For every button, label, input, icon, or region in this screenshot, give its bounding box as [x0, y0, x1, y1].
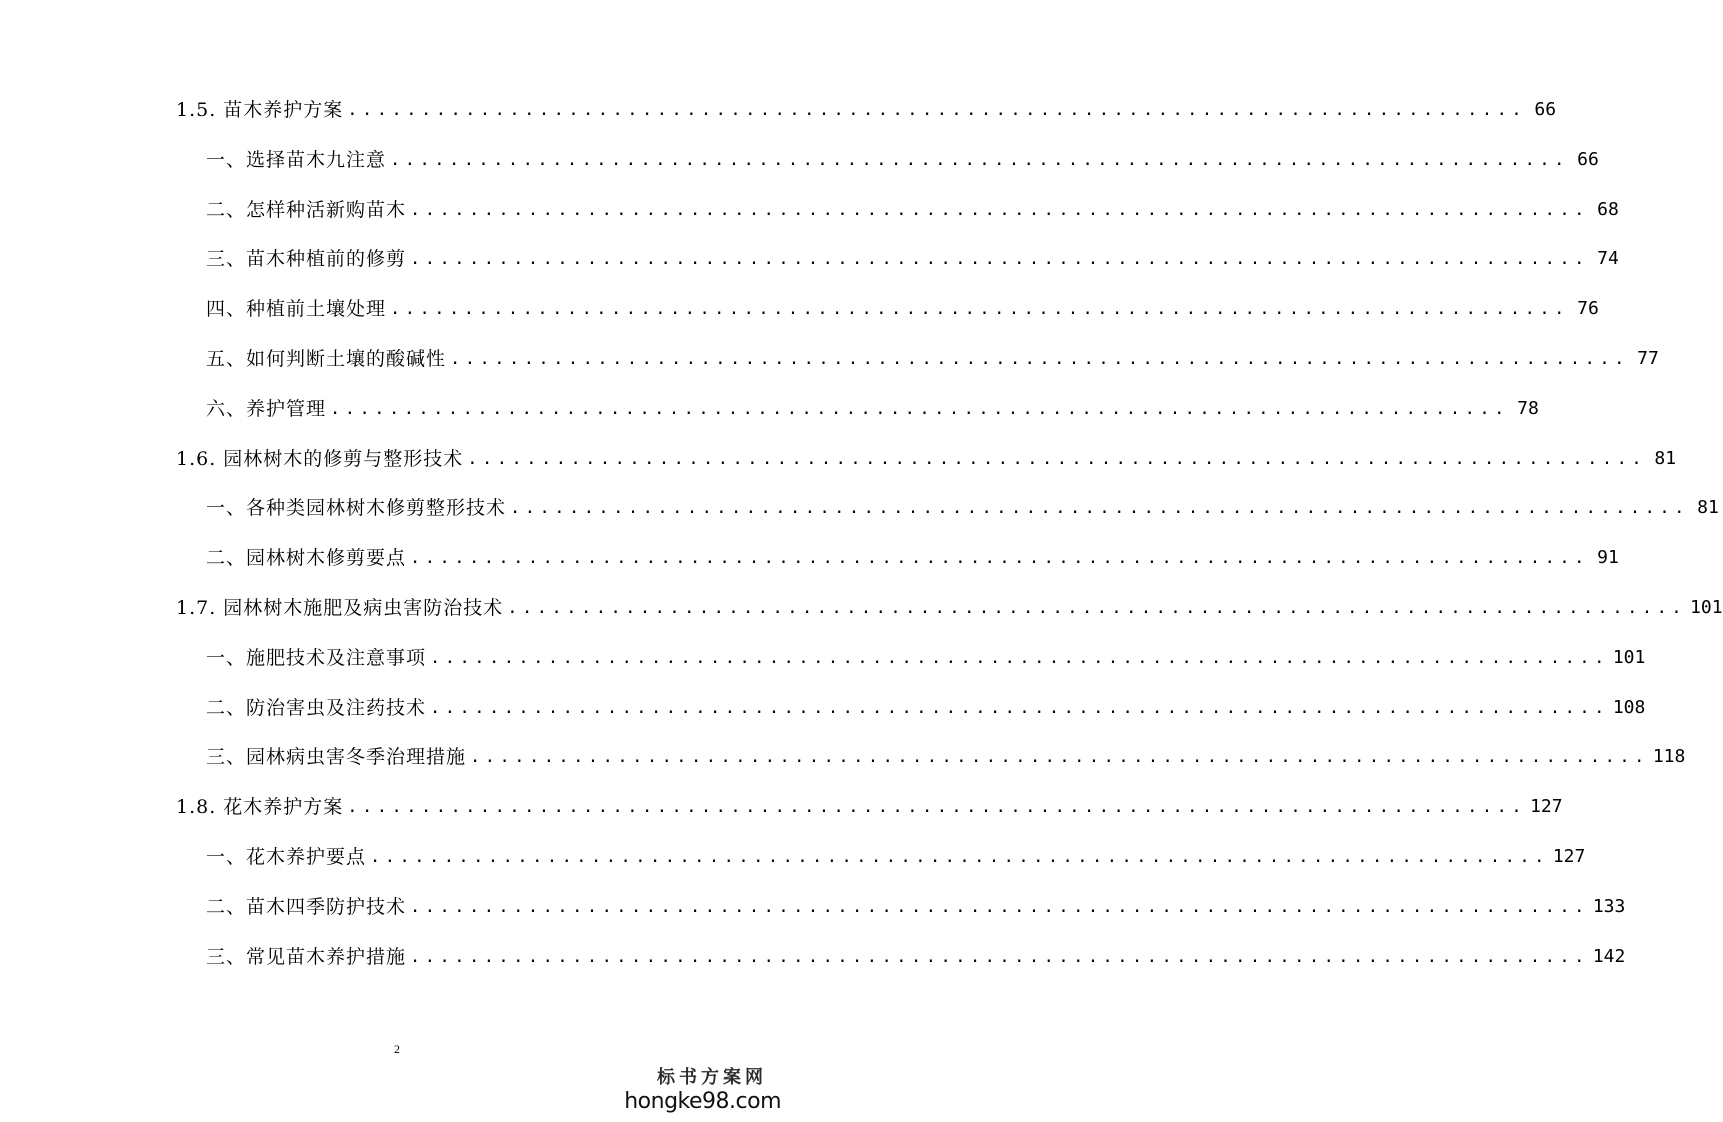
toc-subsection-entry: [206, 394, 1539, 424]
toc-entry-title: 一、花木养护要点: [206, 846, 367, 868]
toc-entry-page: 133: [1592, 896, 1626, 917]
toc-dot-leader: ................................................................................: [347, 100, 1527, 120]
toc-dot-leader: ................................................................................: [370, 847, 1549, 867]
toc-subsection-entry: [206, 145, 1599, 175]
toc-entry-page: 78: [1517, 398, 1539, 419]
toc-dot-leader: ................................................................................: [410, 897, 1589, 917]
toc-subsection-entry: [206, 942, 1626, 972]
toc-dot-leader: ................................................................................: [410, 200, 1589, 220]
toc-entry-page: 91: [1597, 547, 1619, 568]
toc-entry-page: 127: [1552, 846, 1586, 867]
toc-entry-page: 127: [1530, 796, 1563, 817]
toc-entry-title: 一、施肥技术及注意事项: [206, 647, 427, 669]
toc-dot-leader: ................................................................................: [510, 498, 1689, 518]
toc-entry-title: 一、选择苗木九注意: [206, 149, 387, 171]
toc-entry-page: 101: [1690, 597, 1723, 618]
toc-dot-leader: ................................................................................: [330, 399, 1509, 419]
toc-entry-title: 三、园林病虫害冬季治理措施: [206, 746, 467, 768]
toc-entry-page: 101: [1612, 647, 1646, 668]
toc-dot-leader: ................................................................................: [410, 548, 1589, 568]
toc-section-entry: [176, 593, 1723, 623]
toc-entry-title: 六、养护管理: [206, 398, 327, 420]
toc-dot-leader: ................................................................................: [390, 150, 1569, 170]
toc-entry-title: 1.7. 园林树木施肥及病虫害防治技术: [176, 597, 504, 619]
toc-entry-page: 76: [1577, 298, 1599, 319]
toc-subsection-entry: [206, 643, 1646, 673]
toc-dot-leader: ................................................................................: [390, 299, 1569, 319]
toc-entry-title: 二、怎样种活新购苗木: [206, 199, 407, 221]
toc-subsection-entry: [206, 892, 1626, 922]
toc-entry-title: 四、种植前土壤处理: [206, 298, 387, 320]
toc-subsection-entry: [206, 195, 1619, 225]
toc-entry-page: 68: [1597, 199, 1619, 220]
toc-entry-page: 118: [1652, 746, 1686, 767]
toc-subsection-entry: [206, 344, 1659, 374]
toc-entry-page: 108: [1612, 697, 1646, 718]
toc-subsection-entry: [206, 842, 1586, 872]
toc-entry-title: 1.6. 园林树木的修剪与整形技术: [176, 448, 464, 470]
toc-dot-leader: ................................................................................: [347, 797, 1527, 817]
toc-dot-leader: ................................................................................: [470, 747, 1649, 767]
toc-entry-title: 三、苗木种植前的修剪: [206, 248, 407, 270]
toc-section-entry: [176, 95, 1557, 125]
toc-subsection-entry: [206, 543, 1619, 573]
toc-entry-title: 三、常见苗木养护措施: [206, 946, 407, 968]
toc-entry-title: 五、如何判断土壤的酸碱性: [206, 348, 447, 370]
toc-section-entry: [176, 792, 1563, 822]
toc-subsection-entry: [206, 493, 1719, 523]
toc-entry-title: 1.8. 花木养护方案: [176, 796, 344, 818]
watermark-url: hongke98.com: [624, 1089, 781, 1114]
toc-section-entry: [176, 444, 1677, 474]
toc-subsection-entry: [206, 693, 1646, 723]
toc-dot-leader: ................................................................................: [410, 947, 1589, 967]
toc-entry-title: 二、园林树木修剪要点: [206, 547, 407, 569]
toc-entry-page: 77: [1637, 348, 1659, 369]
toc-entry-title: 一、各种类园林树木修剪整形技术: [206, 497, 507, 519]
toc-entry-page: 66: [1577, 149, 1599, 170]
toc-subsection-entry: [206, 244, 1619, 274]
toc-dot-leader: ................................................................................: [450, 349, 1629, 369]
toc-dot-leader: ................................................................................: [467, 449, 1647, 469]
page-number: 2: [394, 1042, 400, 1056]
toc-entry-title: 1.5. 苗木养护方案: [176, 99, 344, 121]
toc-entry-page: 81: [1654, 448, 1677, 469]
toc-dot-leader: ................................................................................: [430, 648, 1609, 668]
toc-subsection-entry: [206, 294, 1599, 324]
toc-dot-leader: ................................................................................: [507, 598, 1687, 618]
toc-subsection-entry: [206, 742, 1686, 772]
toc-entry-page: 66: [1534, 99, 1557, 120]
toc-entry-title: 二、苗木四季防护技术: [206, 896, 407, 918]
toc-entry-page: 81: [1697, 497, 1719, 518]
toc-entry-page: 74: [1597, 248, 1619, 269]
watermark-logo: [624, 1063, 781, 1114]
toc-dot-leader: ................................................................................: [410, 249, 1589, 269]
toc-entry-page: 142: [1592, 946, 1626, 967]
toc-entry-title: 二、防治害虫及注药技术: [206, 697, 427, 719]
watermark-name: 标书方案网: [657, 1067, 767, 1088]
toc-dot-leader: ................................................................................: [430, 698, 1609, 718]
